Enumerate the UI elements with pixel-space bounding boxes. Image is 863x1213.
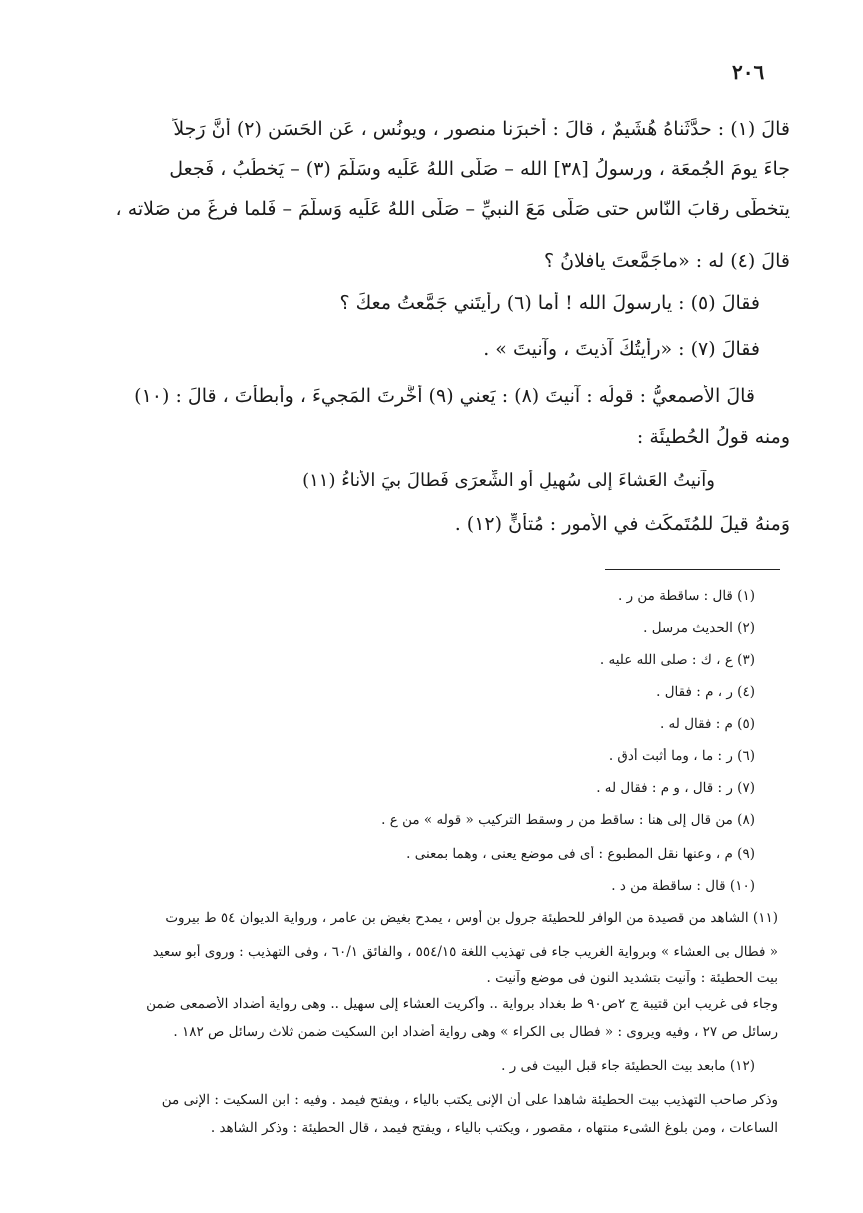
body-line: وَمنهُ قيلَ للمُتَمكِّث في الأُمورِ : مُتأَنٍّ (١٢) . [454,513,790,535]
footnote: (٣) ع ، ك : صلى الله عليه . [599,652,755,668]
footnote: (٥) م : فقال له . [659,716,755,732]
body-line: ومنه قولُ الحُطيئَة : [636,426,790,448]
footnote-separator [605,569,780,570]
body-line: فقالَ (٥) : يارسولَ الله ! أما (٦) رأيتَني جَمَّعتُ معكَ ؟ [339,292,760,314]
footnote: الساعات ، ومن بلوغ الشىء منتهاه ، مقصور ، ويكتب بالياء ، ويفتح فيمد ، قال الحطيئة : وذكر الشاهد . [210,1120,778,1136]
footnote: (١) قال : ساقطة من ر . [618,588,755,604]
body-line: قالَ (١) : حدَّثَناهُ هُشَيمٌ ، قالَ : أخبرَنا منصور ، ويونُس ، عَن الحَسَن (٢) أَنَّ رَجلاً [173,118,790,140]
page-number: ٢٠٦ [732,60,765,84]
footnote: (١١) الشاهد من قصيدة من الوافر للحطيئة جرول بن أوس ، يمدح بغيض بن عامر ، ورواية الديوان ٥٤ ط بيروت [165,910,778,926]
footnote: بيت الحطيئة : وآنيت بتشديد النون فى موضع وآنيت . [486,970,778,986]
footnote: (١٠) قال : ساقطة من د . [611,878,755,894]
footnote: (٩) م ، وعنها نقل المطبوع : أى فى موضع يعنى ، وهما بمعنى . [406,846,755,862]
body-line: يتخطَّى رِقابَ النّاس حتى صَلَّى مَعَ النبيِّ – صَلَّى اللهُ عَلَيه وَسلَّمَ – فَلما فرغَ من صَلاته ، [115,198,790,220]
verse-line: وآنيتُ العَشاءَ إلى سُهيلٍ أوِ الشِّعرَى فَطالَ بيَ الأَناءُ (١١) [302,470,715,491]
footnote: « فطال بى العشاء » وبرواية الغريب جاء فى تهذيب اللغة ٥٥٤/١٥ ، والفائق ٦٠/١ ، وفى التهذيب : وروى أبو سعيد [152,944,778,960]
footnote: (١٢) مابعد بيت الحطيئة جاء قبل البيت فى ر . [501,1058,755,1074]
footnote: (٦) ر : ما ، وما أثبت أدق . [608,748,755,764]
body-line: فقالَ (٧) : «رأيتُكَ آذيتَ ، وآنيتَ » . [483,338,760,360]
footnote: وجاء فى غريب ابن قتيبة ج ٢ص٩٠ ط بغداد برواية .. وأكريت العشاء إلى سهيل .. وهى رواية أضداد الأصمعى ضمن [146,996,778,1012]
body-line: جاءَ يومَ الجُمعَة ، ورسولُ [٣٨] الله – صَلَّى اللهُ عَلَيه وسَلَّمَ (٣) – يَخطُبُ ، فَجعل [169,158,790,180]
footnote: (٧) ر : قال ، و م : فقال له . [596,780,755,796]
footnote: رسائل ص ٢٧ ، وفيه ويروى : « فطال بى الكراء » وهى رواية أضداد ابن السكيت ضمن ثلاث رسائل ص ١٨٢ . [173,1024,778,1040]
footnote: (٢) الحديث مرسل . [643,620,755,636]
body-line: قالَ الأَصمعيُّ : قولُه : آنيتَ (٨) : يَعني (٩) أخَّرتَ المَجيءَ ، وأبطأتَ ، قالَ : (١٠) [134,385,755,407]
footnote: وذكر صاحب التهذيب بيت الحطيئة شاهدا على أن الإنى يكتب بالياء ، ويفتح فيمد . وفيه : ابن السكيت : الإنى من [161,1092,778,1108]
body-line: قالَ (٤) له : «ماجَمَّعتَ يافلانُ ؟ [543,250,790,272]
footnote: (٤) ر ، م : فقال . [656,684,755,700]
footnote: (٨) من قال إلى هنا : ساقط من ر وسقط التركيب « قوله » من ع . [381,812,755,828]
